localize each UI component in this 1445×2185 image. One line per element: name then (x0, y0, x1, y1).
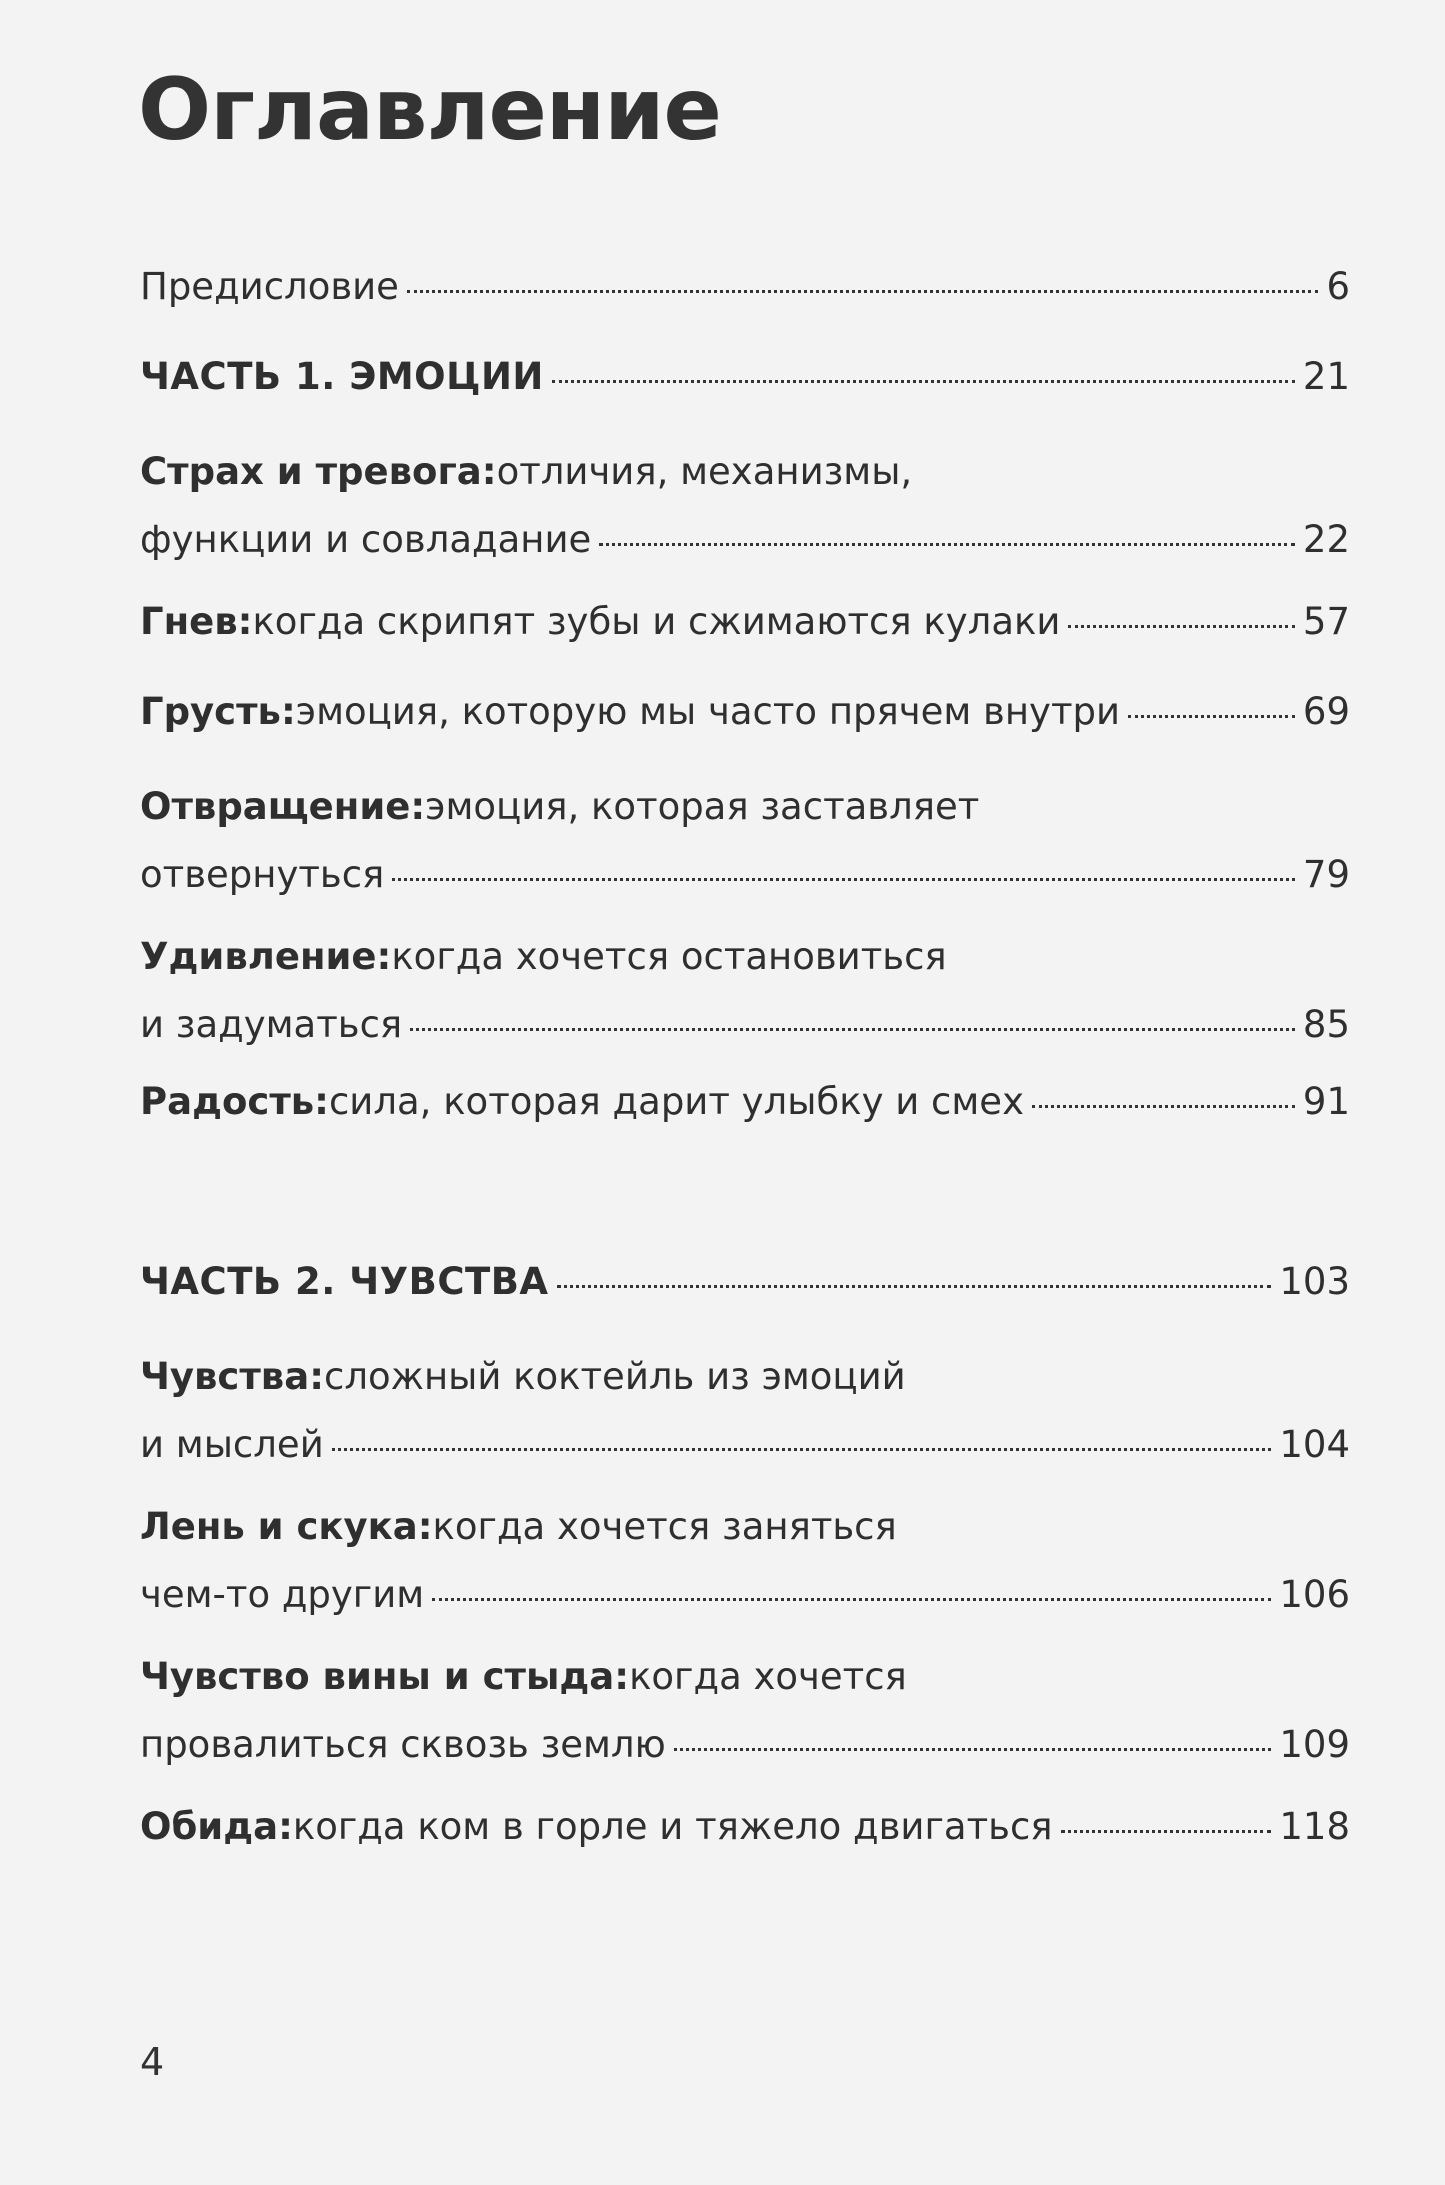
page-title: Оглавление (138, 60, 721, 160)
dot-leader (392, 877, 1295, 881)
entry-heading: Обида: (140, 1805, 293, 1848)
toc-entry-resentment[interactable] (140, 1790, 1350, 1864)
toc-entry-disgust[interactable] (140, 770, 1350, 912)
dot-leader (432, 1597, 1271, 1601)
page-number: 109 (1279, 1723, 1350, 1766)
page-number: 79 (1302, 853, 1350, 896)
toc-entry-anger[interactable] (140, 585, 1350, 659)
page-number: 104 (1279, 1423, 1350, 1466)
toc-entry-fear[interactable] (140, 435, 1350, 577)
toc-entry-sadness[interactable] (140, 675, 1350, 749)
toc-entry-surprise[interactable] (140, 920, 1350, 1062)
page-number: 6 (1326, 265, 1350, 308)
entry-subtitle: сила, которая дарит улыбку и смех (328, 1080, 1024, 1123)
entry-subtitle: когда хочется (629, 1655, 907, 1698)
entry-subtitle: когда скрипят зубы и сжимаются кулаки (252, 600, 1061, 643)
part-heading: ЧАСТЬ 1. ЭМОЦИИ (140, 355, 544, 398)
dot-leader (332, 1447, 1272, 1451)
entry-heading: Отвращение: (140, 785, 426, 828)
entry-heading: Грусть: (140, 690, 296, 733)
page-number: 69 (1302, 690, 1350, 733)
dot-leader (599, 542, 1295, 546)
entry-subtitle: эмоция, которую мы часто прячем внутри (295, 690, 1121, 733)
dot-leader (1061, 1829, 1272, 1833)
page-number: 22 (1302, 518, 1350, 561)
dot-leader (1128, 714, 1295, 718)
toc-entry-preface[interactable] (140, 250, 1350, 324)
entry-subtitle: когда хочется заняться (432, 1505, 897, 1548)
entry-subtitle-cont: провалиться сквозь землю (140, 1723, 666, 1766)
toc-entry-part-1[interactable] (140, 340, 1350, 414)
entry-heading: Лень и скука: (140, 1505, 433, 1548)
entry-subtitle-cont: и задуматься (140, 1003, 403, 1046)
entry-heading: Чувства: (140, 1355, 324, 1398)
toc-entry-joy[interactable] (140, 1065, 1350, 1139)
entry-heading: Радость: (140, 1080, 329, 1123)
toc-entry-guilt[interactable] (140, 1640, 1350, 1782)
dot-leader (552, 379, 1295, 383)
dot-leader (557, 1284, 1272, 1288)
page-number: 21 (1302, 355, 1350, 398)
entry-subtitle-cont: отвернуться (140, 853, 385, 896)
page-number: 103 (1279, 1260, 1350, 1303)
entry-heading: Удивление: (140, 935, 392, 978)
dot-leader (674, 1747, 1272, 1751)
entry-subtitle: эмоция, которая заставляет (425, 785, 980, 828)
dot-leader (1032, 1104, 1295, 1108)
entry-heading: Гнев: (140, 600, 253, 643)
toc-entry-laziness[interactable] (140, 1490, 1350, 1632)
dot-leader (1068, 624, 1295, 628)
dot-leader (407, 289, 1319, 293)
entry-heading: Чувство вины и стыда: (140, 1655, 630, 1698)
entry-title: Предисловие (140, 265, 399, 308)
entry-subtitle-cont: чем-то другим (140, 1573, 425, 1616)
page-number: 118 (1279, 1805, 1350, 1848)
entry-subtitle-cont: и мыслей (140, 1423, 324, 1466)
entry-subtitle: отличия, механизмы, (496, 450, 913, 493)
entry-subtitle: сложный коктейль из эмоций (324, 1355, 906, 1398)
dot-leader (410, 1027, 1295, 1031)
part-heading: ЧАСТЬ 2. ЧУВСТВА (140, 1260, 549, 1303)
entry-heading: Страх и тревога: (140, 450, 497, 493)
page-number: 91 (1302, 1080, 1350, 1123)
entry-subtitle: когда хочется остановиться (391, 935, 947, 978)
toc-entry-feelings[interactable] (140, 1340, 1350, 1482)
page-number: 57 (1302, 600, 1350, 643)
toc-entry-part-2[interactable] (140, 1245, 1350, 1319)
entry-subtitle-cont: функции и совладание (140, 518, 592, 561)
entry-subtitle: когда ком в горле и тяжело двигаться (292, 1805, 1053, 1848)
page-folio-number: 4 (140, 2040, 165, 2084)
page-number: 106 (1279, 1573, 1350, 1616)
page-number: 85 (1302, 1003, 1350, 1046)
